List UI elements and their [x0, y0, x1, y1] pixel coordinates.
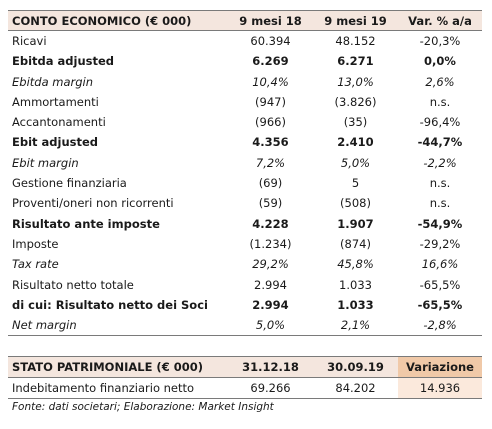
header-date-2: 30.09.19: [313, 357, 398, 378]
value-variation: n.s.: [429, 94, 451, 109]
value-period-2: 2,1%: [313, 315, 398, 335]
value-period-1: 69.266: [228, 378, 313, 399]
row-label: Imposte: [12, 236, 59, 251]
value-variation: 0,0%: [424, 54, 456, 69]
value-period-2: (874): [340, 236, 371, 251]
value-period-2: 45,8%: [337, 257, 374, 272]
value-period-1: (947): [255, 94, 286, 109]
income-statement-table: [8, 10, 482, 336]
value-period-2: 1.033: [339, 277, 372, 292]
table-row: [8, 132, 482, 152]
table-row: [8, 112, 482, 132]
value-variation: n.s.: [429, 176, 451, 191]
row-label: Risultato netto totale: [12, 277, 134, 292]
value-period-1: (1.234): [249, 236, 292, 251]
value-period-2: (508): [340, 196, 371, 211]
value-period-2: 5: [351, 176, 360, 191]
value-period-2: 1.907: [337, 216, 374, 231]
table-row: [8, 213, 482, 233]
value-variation: -96,4%: [419, 115, 461, 130]
row-label: Ebitda margin: [12, 74, 94, 89]
table-row: [8, 31, 482, 51]
row-label: Proventi/oneri non ricorrenti: [12, 196, 174, 211]
value-period-1: 6.269: [252, 54, 289, 69]
value-period-1: 7,2%: [255, 155, 286, 170]
value-variation: n.s.: [429, 196, 451, 211]
row-label: Ebitda adjusted: [12, 54, 115, 69]
row-label: Indebitamento finanziario netto: [8, 378, 228, 399]
header-variation: Variazione: [398, 357, 482, 378]
value-variation: -2,2%: [423, 155, 457, 170]
header-label: STATO PATRIMONIALE (€ 000): [8, 357, 228, 378]
row-label: Tax rate: [12, 257, 59, 272]
value-variation: 14.936: [398, 378, 482, 399]
value-variation: -44,7%: [417, 135, 463, 150]
value-variation: -65,5%: [419, 277, 461, 292]
table-row: [8, 234, 482, 254]
value-period-1: 60.394: [250, 34, 291, 49]
value-variation: 16,6%: [421, 257, 459, 272]
value-period-1: (69): [258, 176, 283, 191]
value-period-1: 29,2%: [252, 257, 289, 272]
value-variation: -54,9%: [417, 216, 463, 231]
value-period-1: 2.994: [252, 297, 289, 312]
value-period-2: 48.152: [335, 34, 376, 49]
row-label: Ammortamenti: [12, 94, 99, 109]
value-period-1: (966): [255, 115, 286, 130]
header-period-2: 9 mesi 19: [313, 11, 398, 31]
header-variation: Var. % a/a: [398, 11, 482, 31]
value-period-1: 2.994: [254, 277, 287, 292]
value-period-1: 4.228: [252, 216, 289, 231]
value-variation: -29,2%: [419, 236, 461, 251]
table-row: [8, 71, 482, 91]
value-variation: -20,3%: [419, 34, 461, 49]
value-period-1: (59): [258, 196, 283, 211]
source-footnote: Fonte: dati societari; Elaborazione: Market Insight: [12, 401, 274, 413]
value-period-2: 2.410: [337, 135, 374, 150]
row-label: Gestione finanziaria: [12, 176, 127, 191]
value-variation: -65,5%: [417, 297, 463, 312]
value-period-2: 1.033: [337, 297, 374, 312]
row-label: Ebit adjusted: [12, 135, 99, 150]
row-label: Net margin: [8, 315, 228, 335]
income-statement-header: [8, 11, 482, 31]
table-row: [8, 315, 482, 335]
value-period-2: 13,0%: [337, 74, 374, 89]
value-period-2: (3.826): [334, 94, 377, 109]
balance-sheet-header: [8, 357, 482, 378]
table-row: [8, 378, 482, 399]
header-date-1: 31.12.18: [228, 357, 313, 378]
value-period-2: (35): [343, 115, 368, 130]
row-label: di cui: Risultato netto dei Soci: [12, 297, 208, 312]
value-variation: 2,6%: [425, 74, 455, 89]
row-label: Risultato ante imposte: [12, 216, 160, 231]
table-row: [8, 173, 482, 193]
value-period-2: 84.202: [313, 378, 398, 399]
row-label: Ebit margin: [12, 155, 79, 170]
table-row: [8, 153, 482, 173]
value-period-1: 4.356: [252, 135, 289, 150]
balance-sheet-table: [8, 356, 482, 399]
value-period-2: 5,0%: [340, 155, 371, 170]
value-variation: -2,8%: [398, 315, 482, 335]
header-label: CONTO ECONOMICO (€ 000): [8, 11, 228, 31]
value-period-2: 6.271: [337, 54, 374, 69]
table-row: [8, 92, 482, 112]
row-label: Accantonamenti: [12, 115, 106, 130]
table-row: [8, 51, 482, 71]
table-row: [8, 254, 482, 274]
value-period-1: 5,0%: [228, 315, 313, 335]
row-label: Ricavi: [12, 34, 47, 49]
header-period-1: 9 mesi 18: [228, 11, 313, 31]
table-row: [8, 295, 482, 315]
table-row: [8, 193, 482, 213]
table-row: [8, 274, 482, 294]
value-period-1: 10,4%: [252, 74, 289, 89]
